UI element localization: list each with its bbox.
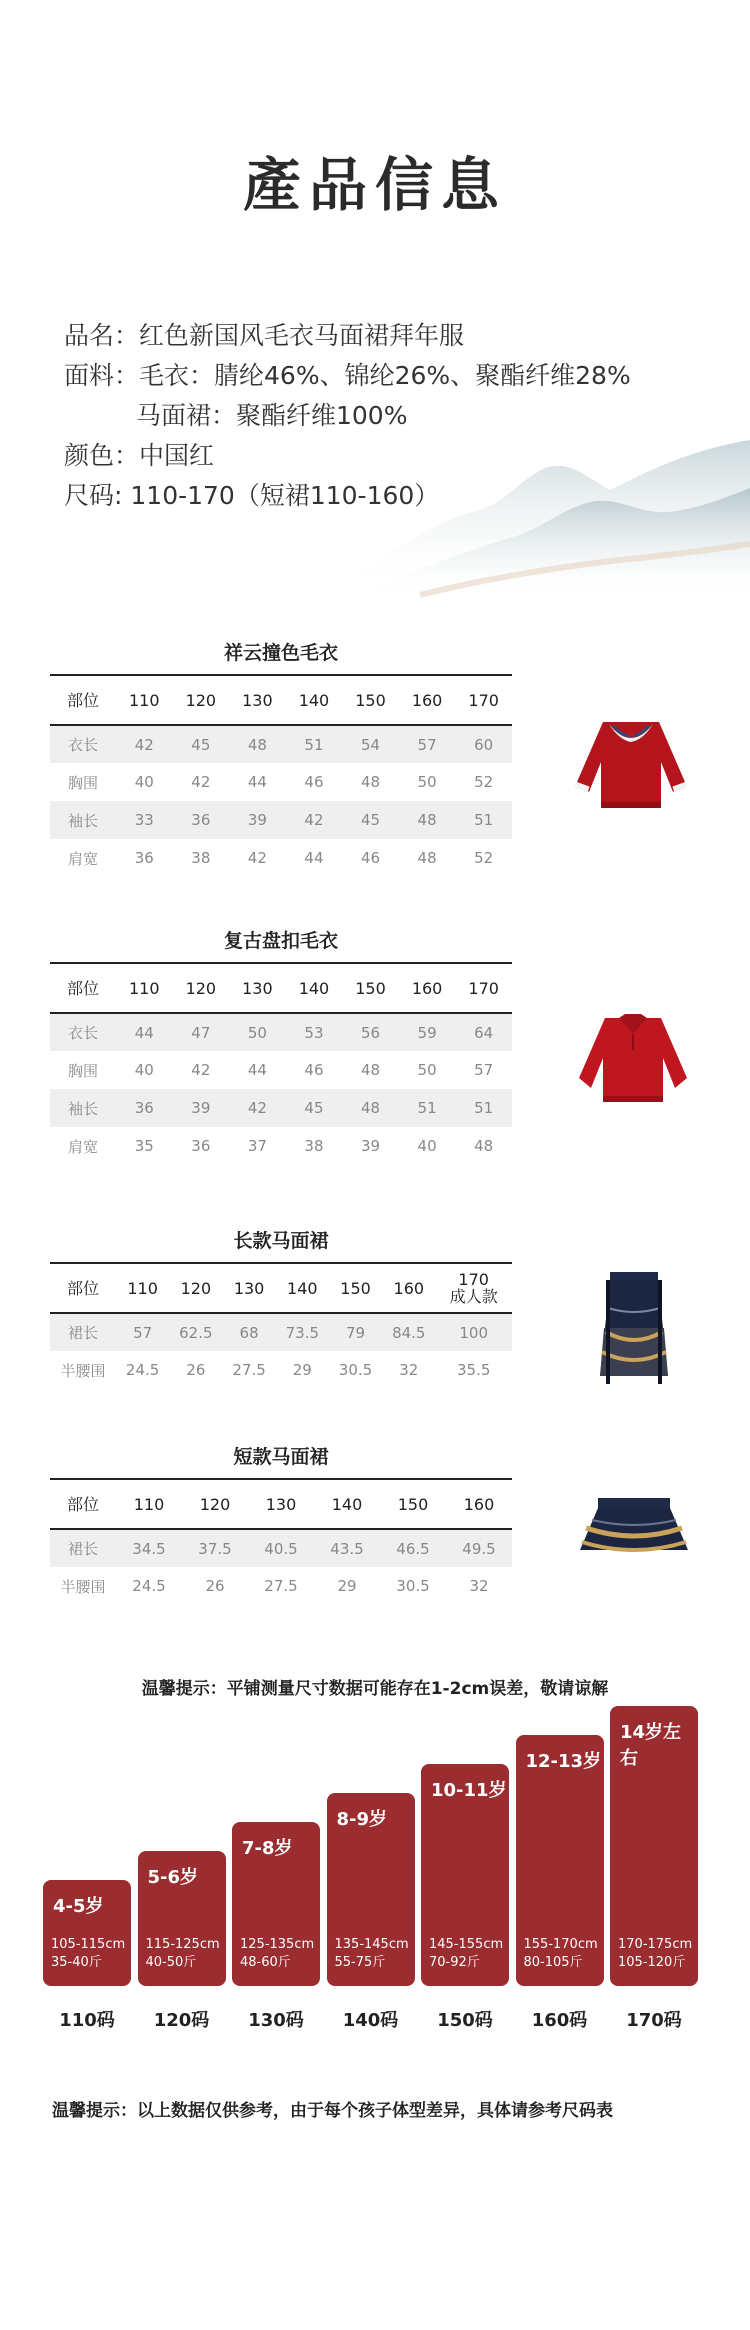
table-cell: 46 <box>304 773 324 791</box>
table-cell: 73.5 <box>285 1323 320 1342</box>
table-cell: 40 <box>134 773 154 791</box>
table-header-row <box>50 675 512 725</box>
table-header-cell: 120 <box>185 978 217 998</box>
table-cell: 52 <box>474 849 494 867</box>
table-header-cell: 130 <box>242 690 273 710</box>
card-weight: 80-105斤 <box>523 1955 583 1970</box>
table-cell: 46.5 <box>396 1539 430 1558</box>
table-cell: 39 <box>247 811 267 829</box>
table-cell: 38 <box>191 849 211 867</box>
table-row <box>50 763 512 801</box>
table-row <box>50 1313 512 1351</box>
table-header-cell: 170 成人款 <box>449 1270 498 1306</box>
table-header-cell: 110 <box>133 1494 165 1514</box>
table-cell: 24.5 <box>132 1577 166 1595</box>
table-cell: 27.5 <box>232 1361 266 1379</box>
size-code-label: 150码 <box>437 2010 493 2031</box>
size-code-label: 170码 <box>626 2010 682 2031</box>
table-cell: 30.5 <box>396 1577 430 1595</box>
table-cell: 32 <box>469 1577 489 1595</box>
table-section-long-skirt <box>50 1228 512 1389</box>
table-header-cell: 130 <box>242 978 273 998</box>
table-cell: 51 <box>474 811 494 829</box>
table-cell: 半腰围 <box>60 1577 106 1596</box>
table-cell: 40 <box>134 1061 154 1079</box>
table-cell: 32 <box>399 1361 419 1379</box>
size-code-label: 110码 <box>59 2010 115 2031</box>
table-header-cell: 150 <box>340 1278 371 1298</box>
title-area <box>0 138 750 222</box>
table-cell: 54 <box>360 735 381 754</box>
table-row <box>50 1013 512 1051</box>
name-value: 红色新国风毛衣马面裙拜年服 <box>139 321 465 350</box>
size-code-label: 120码 <box>153 2010 210 2031</box>
sweater-cloud-image <box>573 712 689 812</box>
table-cell: 36 <box>134 849 154 867</box>
table-cell: 52 <box>474 773 494 791</box>
table-header-cell: 160 <box>463 1494 495 1514</box>
table-cell: 64 <box>474 1023 494 1042</box>
size-card <box>138 1851 226 1986</box>
table-cell: 肩宽 <box>67 849 98 868</box>
table-cell: 24.5 <box>125 1361 160 1379</box>
info-row-fabric <box>64 356 631 396</box>
table-header-cell: 160 <box>411 690 443 710</box>
card-age: 12-13岁 <box>525 1751 602 1772</box>
info-row-fabric2 <box>64 396 631 436</box>
table-cell: 84.5 <box>392 1323 426 1342</box>
color-value: 中国红 <box>139 441 215 470</box>
table-cell: 肩宽 <box>67 1137 98 1156</box>
table-header-cell: 部位 <box>66 978 99 998</box>
card-weight: 40-50斤 <box>145 1955 197 1970</box>
table-cell: 43.5 <box>330 1539 364 1558</box>
size-table <box>50 962 512 1165</box>
table-cell: 27.5 <box>264 1577 298 1595</box>
table-cell: 45 <box>191 735 211 754</box>
card-age: 10-11岁 <box>431 1780 507 1801</box>
size-key: 尺码: <box>64 481 123 510</box>
table-cell: 33 <box>134 811 154 829</box>
table-cell: 36 <box>134 1099 154 1117</box>
table-cell: 26 <box>186 1361 206 1379</box>
color-key: 颜色： <box>64 441 140 470</box>
table-row <box>50 725 512 763</box>
product-info <box>64 316 631 516</box>
table-header-cell: 150 <box>355 978 386 998</box>
size-code-label: 140码 <box>342 2010 399 2031</box>
card-weight: 35-40斤 <box>51 1955 102 1970</box>
fabric-value-2: 马面裙：聚酯纤维100% <box>136 401 408 430</box>
table-cell: 48 <box>360 1061 381 1079</box>
table-cell: 51 <box>417 1099 437 1117</box>
long-mamian-skirt-image <box>594 1268 674 1384</box>
table-header-cell: 140 <box>298 978 330 998</box>
table-row <box>50 839 512 877</box>
table-cell: 42 <box>191 1061 211 1079</box>
size-card <box>43 1880 131 1986</box>
info-row-size <box>64 476 631 516</box>
table-cell: 62.5 <box>179 1323 213 1342</box>
table-cell: 39 <box>360 1137 381 1155</box>
card-height: 105-115cm <box>51 1937 126 1952</box>
table-cell: 57 <box>474 1061 494 1079</box>
table-cell: 45 <box>360 811 381 829</box>
table-header-row <box>50 1479 512 1529</box>
table-cell: 100 <box>459 1323 489 1342</box>
card-age: 8-9岁 <box>336 1809 388 1830</box>
card-height: 145-155cm <box>429 1937 504 1952</box>
table-cell: 57 <box>133 1323 153 1342</box>
table-cell: 36 <box>191 811 211 829</box>
table-cell: 40 <box>417 1137 437 1155</box>
reference-note: 温馨提示：以上数据仅供参考，由于每个孩子体型差异，具体请参考尺码表 <box>52 2101 613 2121</box>
size-table <box>50 1478 512 1605</box>
table-row <box>50 1127 512 1165</box>
card-height: 115-125cm <box>145 1937 220 1952</box>
table-cell: 42 <box>304 811 324 829</box>
table-cell: 29 <box>292 1361 312 1379</box>
table-cell: 46 <box>360 849 381 867</box>
measurement-note: 温馨提示：平铺测量尺寸数据可能存在1-2cm误差，敬请谅解 <box>141 1679 609 1699</box>
table-cell: 26 <box>205 1577 225 1595</box>
size-card <box>610 1706 698 1986</box>
table-cell: 袖长 <box>67 811 98 830</box>
card-height: 170-175cm <box>618 1937 693 1952</box>
size-value: 110-170（短裙110-160） <box>122 481 440 510</box>
table-cell: 57 <box>417 735 437 754</box>
table-row <box>50 1351 512 1389</box>
table-cell: 30.5 <box>338 1361 373 1379</box>
card-weight: 48-60斤 <box>240 1955 291 1970</box>
size-code-label: 130码 <box>248 2010 304 2031</box>
table-header-cell: 130 <box>265 1494 297 1514</box>
table-header-cell: 170 <box>468 978 499 998</box>
table-cell: 45 <box>304 1099 324 1117</box>
table-cell: 44 <box>247 1061 267 1079</box>
table-row <box>50 1567 512 1605</box>
table-header-cell: 110 <box>129 978 160 998</box>
table-cell: 34.5 <box>132 1539 166 1558</box>
table-cell: 44 <box>134 1023 154 1042</box>
table-cell: 袖长 <box>67 1099 98 1118</box>
table-cell: 半腰围 <box>60 1361 106 1380</box>
table-cell: 39 <box>191 1099 211 1117</box>
table-header-cell: 160 <box>411 978 443 998</box>
sweater-knot-image <box>575 1010 691 1106</box>
table-header-cell: 140 <box>287 1278 318 1298</box>
info-row-name <box>64 316 631 356</box>
table-header-cell: 120 <box>180 1278 212 1298</box>
table-cell: 48 <box>417 811 437 829</box>
table-cell: 60 <box>474 735 494 754</box>
table-cell: 29 <box>337 1577 357 1595</box>
table-cell: 48 <box>360 1099 381 1117</box>
table-section-sweater-2 <box>50 928 512 1165</box>
card-weight: 105-120斤 <box>618 1955 686 1970</box>
table-cell: 裙长 <box>67 1324 98 1342</box>
table-header-cell: 110 <box>129 690 160 710</box>
table-cell: 衣长 <box>67 736 98 754</box>
table-cell: 48 <box>474 1137 494 1155</box>
table-row <box>50 1089 512 1127</box>
table-header-cell: 150 <box>397 1494 429 1514</box>
table-cell: 49.5 <box>462 1539 496 1558</box>
table-header-cell: 120 <box>185 690 217 710</box>
size-card <box>232 1822 320 1986</box>
card-height: 135-145cm <box>334 1937 409 1952</box>
table-cell: 36 <box>191 1137 211 1155</box>
table-cell: 48 <box>417 849 437 867</box>
card-age: 7-8岁 <box>242 1838 293 1859</box>
table-section-short-skirt <box>50 1444 512 1605</box>
table-cell: 37 <box>247 1137 267 1155</box>
table-cell: 42 <box>134 735 154 754</box>
table-cell: 衣长 <box>67 1024 98 1042</box>
card-weight: 70-92斤 <box>429 1955 480 1970</box>
table-header-cell: 160 <box>393 1278 425 1298</box>
card-height: 155-170cm <box>523 1937 598 1952</box>
table-row <box>50 801 512 839</box>
table-cell: 48 <box>247 735 267 754</box>
table-header-cell: 170 <box>468 690 499 710</box>
table-cell: 50 <box>247 1023 267 1042</box>
size-card <box>327 1793 415 1986</box>
table-header-row <box>50 1263 512 1313</box>
table-header-cell: 110 <box>127 1278 158 1298</box>
size-table <box>50 674 512 877</box>
table-cell: 35 <box>134 1137 154 1155</box>
table-cell: 裙长 <box>67 1540 98 1558</box>
table-header-cell: 部位 <box>66 690 99 710</box>
info-row-color <box>64 436 631 476</box>
table-cell: 42 <box>247 1099 267 1117</box>
table-header-cell: 部位 <box>66 1278 99 1298</box>
page-title <box>243 138 507 222</box>
table-cell: 37.5 <box>198 1539 232 1558</box>
table-cell: 42 <box>247 849 267 867</box>
table-cell: 胸围 <box>67 773 98 792</box>
fabric-key: 面料： <box>64 361 140 390</box>
table-header-cell: 140 <box>331 1494 363 1514</box>
table-cell: 53 <box>304 1023 324 1042</box>
card-age: 14岁左右 <box>620 1722 682 1769</box>
table-header-cell: 150 <box>355 690 386 710</box>
table-cell: 79 <box>346 1323 366 1342</box>
table-header-cell: 130 <box>233 1278 265 1298</box>
table-header-row <box>50 963 512 1013</box>
page-title-text: 產品信息 <box>242 151 507 219</box>
table-cell: 38 <box>304 1137 324 1155</box>
table-header-cell: 部位 <box>66 1494 99 1514</box>
table-header-cell: 120 <box>199 1494 231 1514</box>
table-cell: 51 <box>304 735 324 754</box>
card-weight: 55-75斤 <box>334 1955 386 1970</box>
table-cell: 44 <box>304 849 324 867</box>
card-age: 4-5岁 <box>53 1896 104 1917</box>
table-header-cell: 140 <box>298 690 330 710</box>
size-card <box>516 1735 604 1986</box>
table-cell: 42 <box>191 773 211 791</box>
table-cell: 46 <box>304 1061 324 1079</box>
card-age: 5-6岁 <box>147 1867 199 1888</box>
table-cell: 40.5 <box>264 1539 298 1558</box>
table-title: 复古盘扣毛衣 <box>223 930 338 952</box>
size-code-label: 160码 <box>531 2010 588 2031</box>
table-row <box>50 1051 512 1089</box>
size-table <box>50 1262 512 1389</box>
table-title: 祥云撞色毛衣 <box>223 642 338 664</box>
size-card <box>421 1764 509 1986</box>
table-cell: 胸围 <box>67 1061 98 1080</box>
short-mamian-skirt-image <box>578 1494 690 1560</box>
table-title: 长款马面裙 <box>233 1230 329 1252</box>
table-cell: 35.5 <box>457 1361 491 1379</box>
table-cell: 44 <box>247 773 267 791</box>
table-title: 短款马面裙 <box>233 1446 329 1468</box>
table-cell: 47 <box>191 1023 211 1042</box>
table-cell: 50 <box>417 1061 437 1079</box>
table-cell: 59 <box>417 1023 437 1042</box>
card-height: 125-135cm <box>240 1937 315 1952</box>
table-row <box>50 1529 512 1567</box>
table-cell: 50 <box>417 773 437 791</box>
table-cell: 68 <box>239 1323 259 1342</box>
table-cell: 56 <box>360 1023 381 1042</box>
table-cell: 51 <box>474 1099 494 1117</box>
table-section-sweater-1 <box>50 640 512 877</box>
fabric-value: 毛衣：腈纶46%、锦纶26%、聚酯纤维28% <box>139 361 631 390</box>
name-key: 品名： <box>64 321 140 350</box>
table-cell: 48 <box>360 773 381 791</box>
